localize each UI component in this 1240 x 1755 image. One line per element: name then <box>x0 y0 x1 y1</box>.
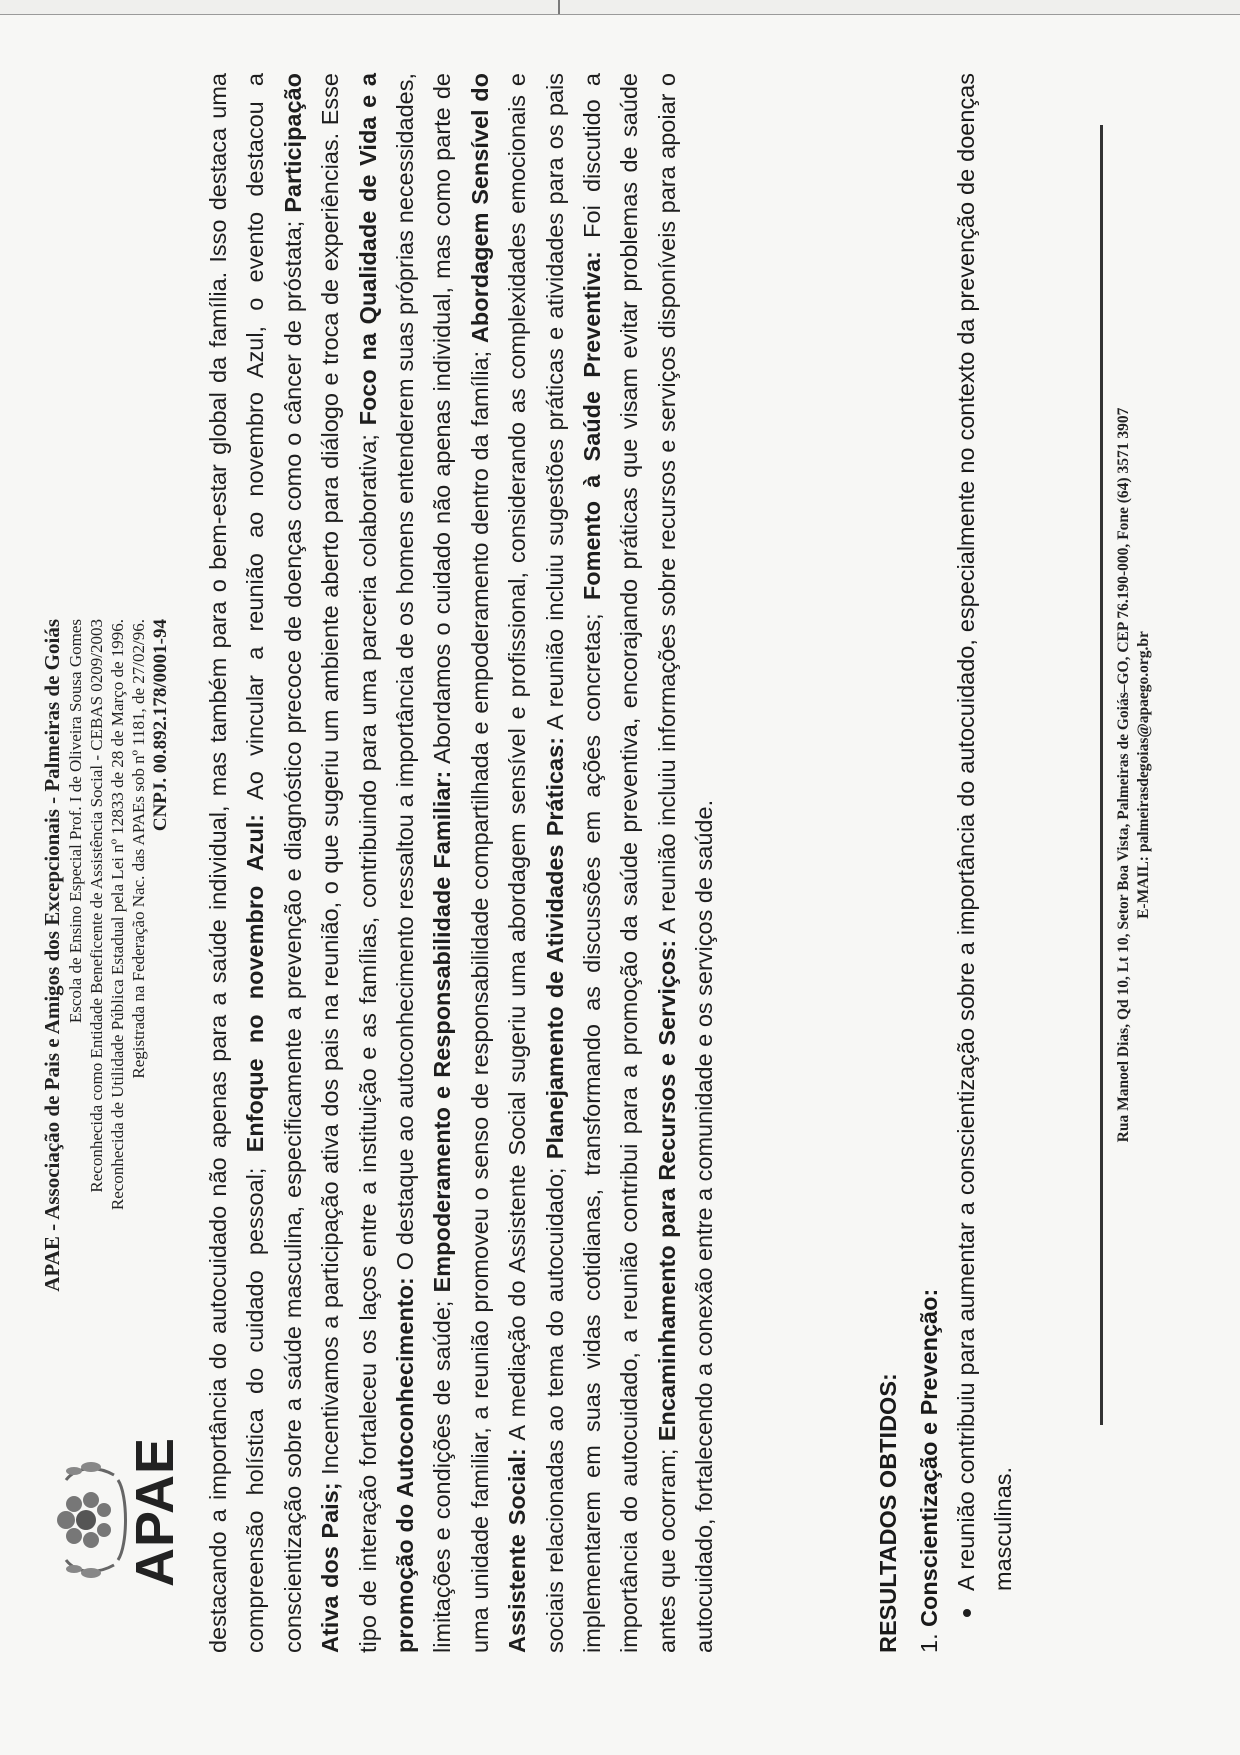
heading-empoderamento: Empoderamento e Responsabilidade Familiar: <box>429 770 456 1293</box>
apae-logo <box>36 1436 186 1595</box>
text-novembro-azul: Ao vincular a reunião ao novembro Azul, o evento destacou a conscientização sobre a saúde masculina, especificamente a prevenção e diagnóstico precoce de doenças como o câncer de próstata; <box>242 73 306 1653</box>
result-bullet-text: A reunião contribuiu para aumentar a conscientização sobre a importância do autocuidado, especialmente no contexto da prevenção de doenças masculinas. <box>953 73 1016 1591</box>
footer <box>1114 125 1154 1425</box>
heading-encaminhamento: Encaminhamento para Recursos e Serviços: <box>653 939 680 1442</box>
text-encaminhamento: A reunião incluiu informações sobre recursos e serviços disponíveis para apoiar o autocuidado, fortalecendo a conexão entre a comunidade e os serviços de saúde. <box>653 72 718 1653</box>
result-bullet <box>948 73 1022 1653</box>
heading-abordagem: Abordagem Sensível do Assistente Social: <box>466 73 531 1653</box>
heading-participacao: Participação Ativa dos Pais; <box>279 73 344 1653</box>
text-abordagem: A mediação do Assistente Social sugeriu uma abordagem sensível e profissional, considerando as complexidades emocionais e sociais relacionadas ao tema do autocuidado; <box>504 72 568 1653</box>
heading-qualidade-vida: Foco na Qualidade de Vida e a promoção do Autoconhecimento: <box>354 72 419 1653</box>
text-participacao: Incentivamos a participação ativa dos pais na reunião, o que sugeriu um ambiente aberto para diálogo e troca de experiências. Esse tipo de interação fortaleceu os laços entre a instituição e as famílias, contribuindo para uma parceria colaborativa; <box>317 73 381 1653</box>
organization-name: APAE - Associação de Pais e Amigos dos Excepcionais - Palmeiras de Goiás <box>40 619 64 1292</box>
text-empoderamento: Abordamos o cuidado não apenas individual, mas como parte de uma unidade familiar, a reunião promoveu o senso de responsabilidade compartilhada e empoderamento dentro da família; <box>429 73 493 1653</box>
body-paragraph <box>200 73 724 1653</box>
result-item-number: 1. <box>916 1633 942 1653</box>
heading-planejamento: Planejamento de Atividades Práticas: <box>541 736 568 1160</box>
heading-fomento: Fomento à Saúde Preventiva: <box>579 251 606 601</box>
text-fomento: Foi discutido a importância do autocuidado, a reunião contribui para a promoção da saúde preventiva, encorajando práticas que visam evitar problemas de saúde antes que ocorram; <box>579 73 680 1653</box>
org-line-registro: Registrada na Federação Nac. das APAEs sob nº 1181, de 27/02/96. <box>129 619 148 1079</box>
text-qualidade-vida: O destaque ao autoconhecimento ressaltou a importância de os homens entenderem suas próprias necessidades, limitações e condições de saúde; <box>392 73 456 1653</box>
bullet-icon <box>963 1609 971 1617</box>
organization-info <box>40 619 172 1439</box>
letterhead <box>36 125 216 1685</box>
footer-email: E-MAIL: palmeirasdegoias@apaego.org.br <box>1135 631 1152 919</box>
logo-wordmark: APAE <box>125 1436 185 1587</box>
result-item-label: Conscientização e Prevenção: <box>916 1288 942 1627</box>
results-section <box>870 73 1022 1653</box>
heading-novembro-azul: Enfoque no novembro Azul: <box>242 813 269 1153</box>
org-line-cebas: Reconhecida como Entidade Beneficente de Assistência Social - CEBAS 0209/2003 <box>87 619 106 1193</box>
text-intro: destacando a importância do autocuidado não apenas para a saúde individual, mas também para o bem-estar global da família. Isso destaca uma compreensão holística do cuidado pessoal; <box>205 73 269 1653</box>
result-item-title <box>911 73 948 1653</box>
text-planejamento: A reunião incluiu sugestões práticas e atividades para os pais implementarem em suas vidas cotidianas, transformando as discussões em ações concretas; <box>541 72 606 1653</box>
footer-address: Rua Manoel Dias, Qd 10, Lt 10, Setor Boa Vista, Palmeiras de Goiás–GO, CEP 76.190-000, Fone (64) 3571 3907 <box>1115 407 1132 1143</box>
results-heading: RESULTADOS OBTIDOS: <box>875 1373 901 1653</box>
org-line-school: Escola de Ensino Especial Prof. I de Oliveira Sousa Gomes <box>66 619 85 1024</box>
report-body <box>200 73 724 1653</box>
footer-divider <box>1100 125 1103 1425</box>
org-cnpj: CNPJ. 00.892.178/0001-94 <box>150 619 171 832</box>
org-line-utilidade: Reconhecida de Utilidade Pública Estadual pela Lei nº 12833 de 28 de Março de 1996. <box>108 619 127 1211</box>
